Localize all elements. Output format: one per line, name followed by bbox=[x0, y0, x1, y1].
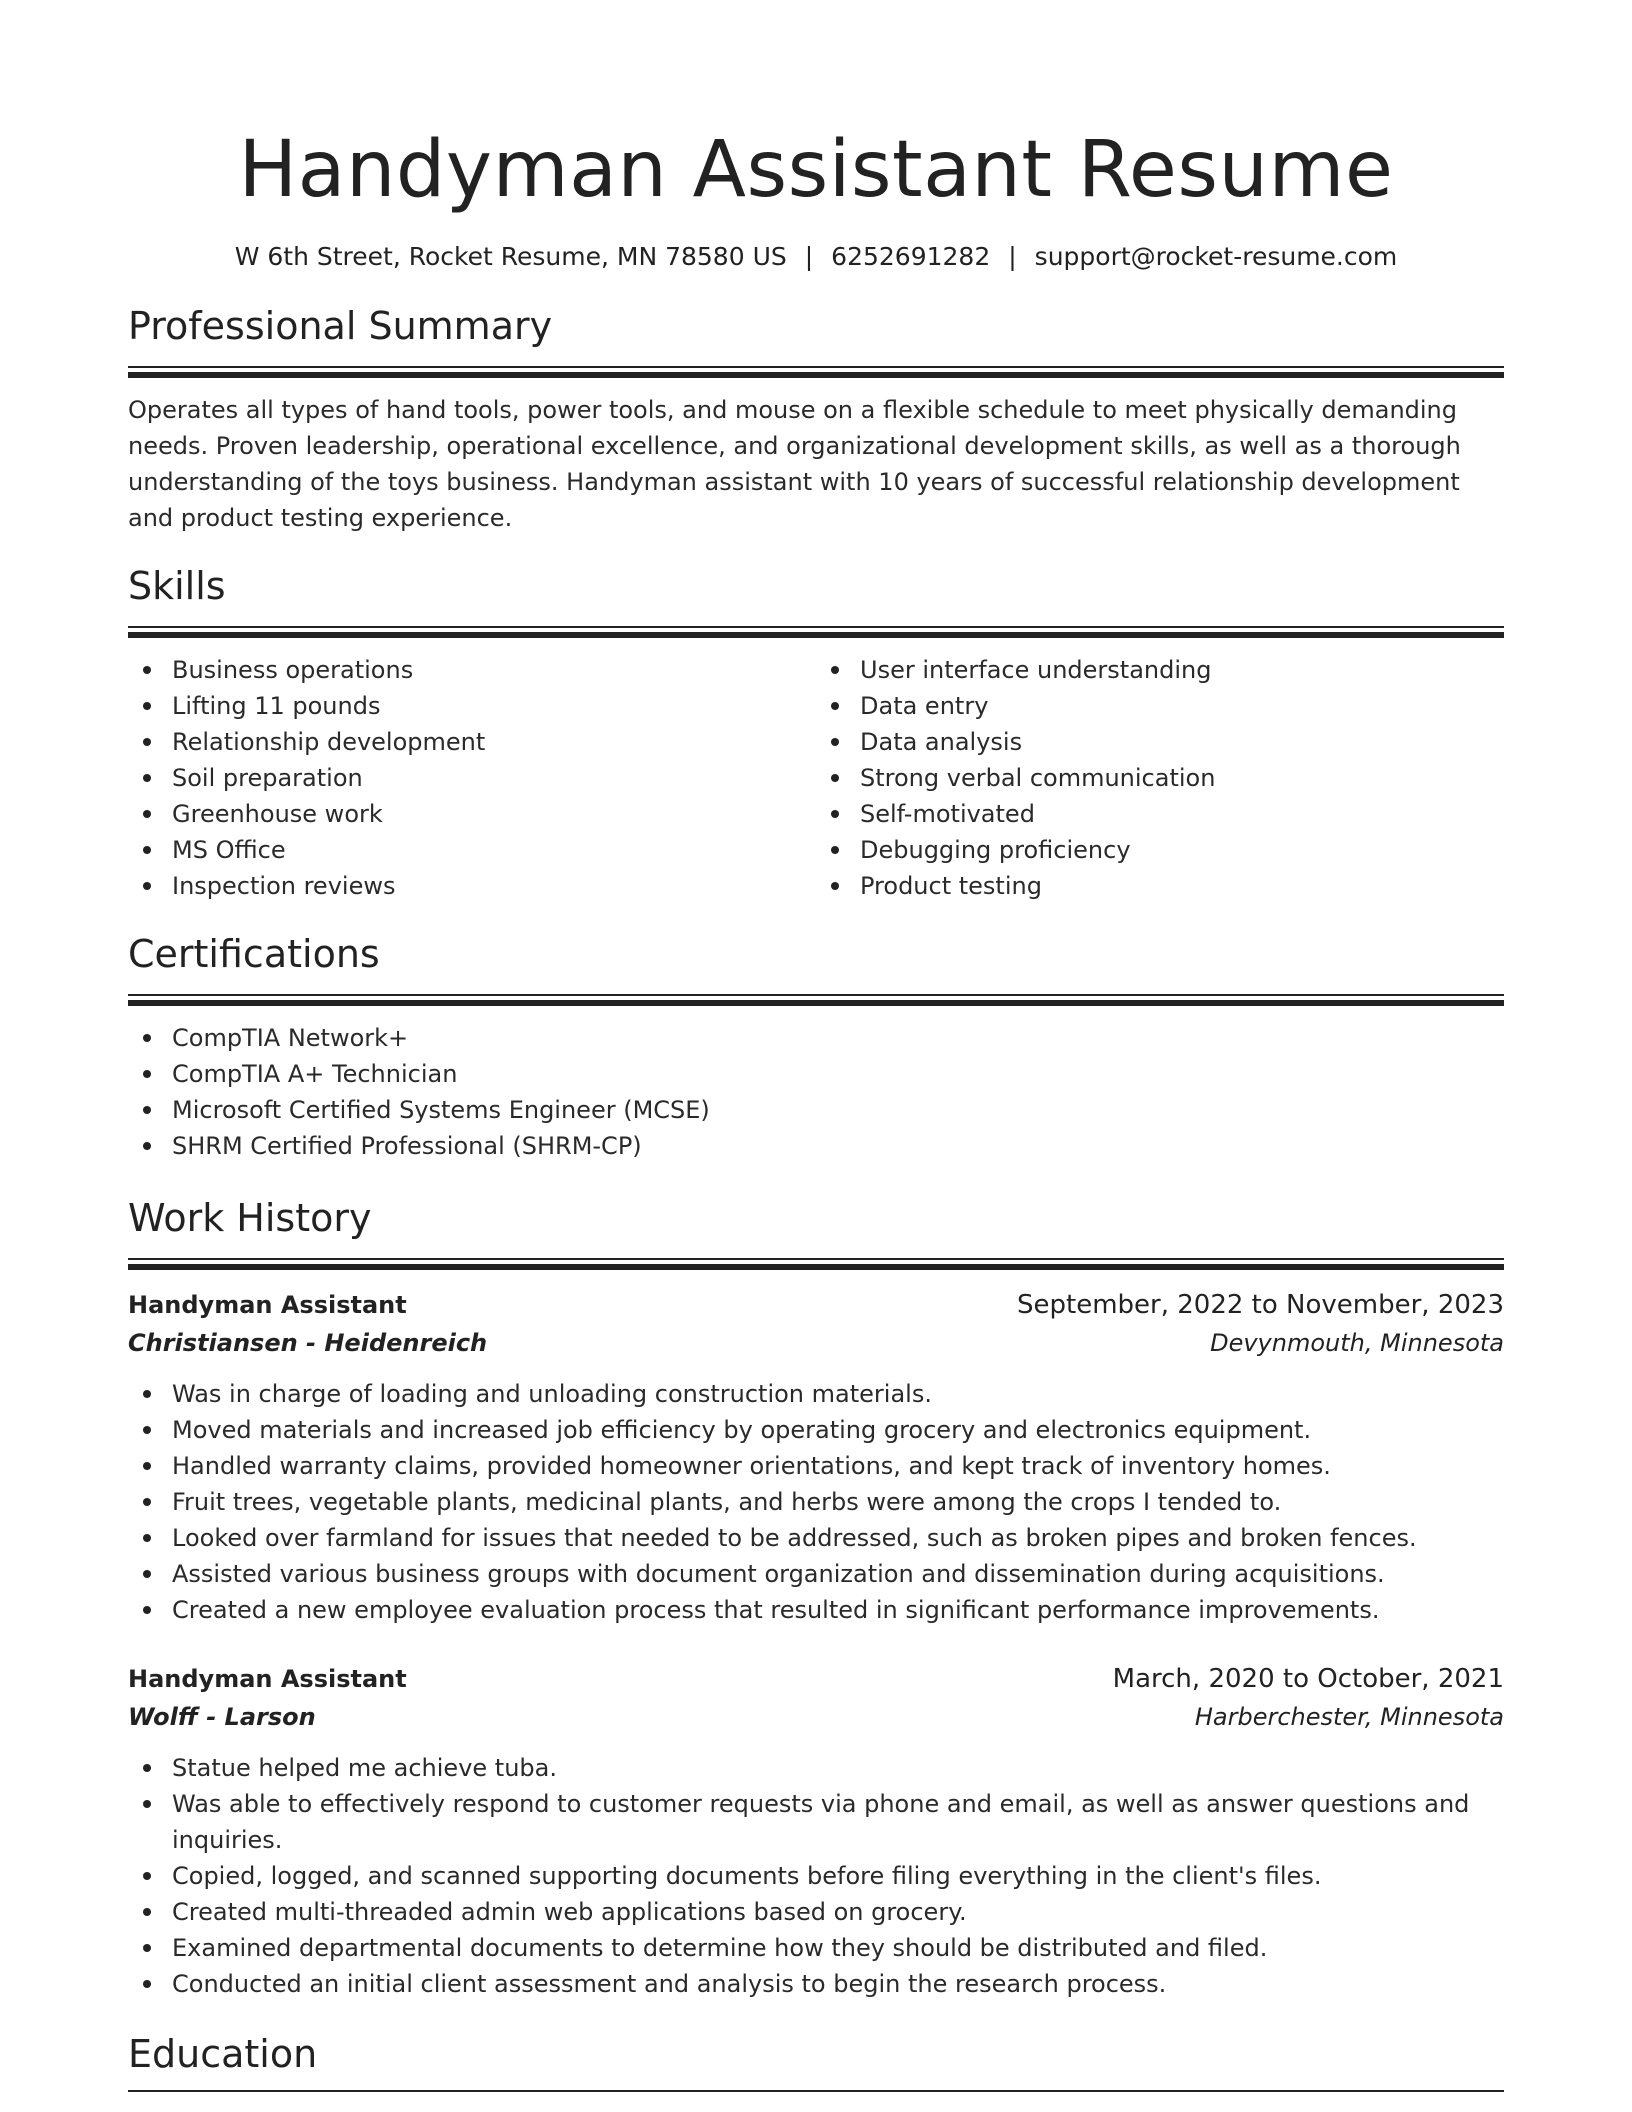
phone-text: 6252691282 bbox=[831, 242, 991, 271]
skill-item: Data analysis bbox=[816, 724, 1504, 760]
certification-item: Microsoft Certified Systems Engineer (MCSE) bbox=[128, 1092, 1504, 1128]
job-header-row bbox=[128, 1286, 1504, 1324]
job-duty-item: Created a new employee evaluation process that resulted in significant performance improvements. bbox=[128, 1592, 1504, 1628]
job-location: Devynmouth, Minnesota bbox=[1210, 1329, 1504, 1357]
job-duty-item: Conducted an initial client assessment and analysis to begin the research process. bbox=[128, 1966, 1504, 2002]
skills-section bbox=[128, 562, 1504, 904]
skill-item: Debugging proficiency bbox=[816, 832, 1504, 868]
contact-separator: | bbox=[1008, 242, 1017, 271]
skill-item: Soil preparation bbox=[128, 760, 816, 796]
job-title: Handyman Assistant bbox=[128, 1665, 407, 1693]
education-heading: Education bbox=[128, 2032, 318, 2076]
job-duty-item: Fruit trees, vegetable plants, medicinal plants, and herbs were among the crops I tended to. bbox=[128, 1484, 1504, 1520]
certification-item: CompTIA A+ Technician bbox=[128, 1056, 1504, 1092]
contact-line bbox=[128, 240, 1504, 274]
job-duty-item: Handled warranty claims, provided homeowner orientations, and kept track of inventory homes. bbox=[128, 1448, 1504, 1484]
job-company-row bbox=[128, 1324, 1504, 1362]
summary-section bbox=[128, 302, 1504, 536]
skills-list-right bbox=[816, 652, 1504, 904]
job-duties-list bbox=[128, 1376, 1504, 1628]
job-duty-item: Assisted various business groups with document organization and dissemination during acquisitions. bbox=[128, 1556, 1504, 1592]
skill-item: Greenhouse work bbox=[128, 796, 816, 832]
job-entry bbox=[128, 1286, 1504, 1628]
job-duty-item: Examined departmental documents to determine how they should be distributed and filed. bbox=[128, 1930, 1504, 1966]
contact-separator: | bbox=[804, 242, 814, 271]
job-duty-item: Was able to effectively respond to customer requests via phone and email, as well as answer questions and inquiries. bbox=[128, 1786, 1504, 1858]
skill-item: User interface understanding bbox=[816, 652, 1504, 688]
job-duty-item: Looked over farmland for issues that needed to be addressed, such as broken pipes and broken fences. bbox=[128, 1520, 1504, 1556]
certifications-heading: Certifications bbox=[128, 932, 380, 976]
certifications-list bbox=[128, 1020, 1504, 1164]
certification-item: CompTIA Network+ bbox=[128, 1020, 1504, 1056]
section-divider bbox=[128, 2090, 1504, 2092]
address-text: W 6th Street, Rocket Resume, MN 78580 US bbox=[234, 242, 787, 271]
education-section bbox=[128, 2030, 1504, 2092]
job-duties-list bbox=[128, 1750, 1504, 2002]
skills-columns bbox=[128, 652, 1504, 904]
skills-list-left bbox=[128, 652, 816, 904]
job-title: Handyman Assistant bbox=[128, 1291, 407, 1319]
certification-item: SHRM Certified Professional (SHRM-CP) bbox=[128, 1128, 1504, 1164]
job-duty-item: Statue helped me achieve tuba. bbox=[128, 1750, 1504, 1786]
skill-item: MS Office bbox=[128, 832, 816, 868]
section-divider bbox=[128, 366, 1504, 378]
job-entry bbox=[128, 1660, 1504, 2002]
section-divider bbox=[128, 994, 1504, 1006]
skill-item: Lifting 11 pounds bbox=[128, 688, 816, 724]
skills-heading: Skills bbox=[128, 564, 226, 608]
job-dates: September, 2022 to November, 2023 bbox=[1017, 1290, 1504, 1320]
skill-item: Product testing bbox=[816, 868, 1504, 904]
email-text: support@rocket-resume.com bbox=[1034, 242, 1398, 271]
skill-item: Business operations bbox=[128, 652, 816, 688]
job-location: Harberchester, Minnesota bbox=[1194, 1703, 1504, 1731]
job-company-row bbox=[128, 1698, 1504, 1736]
job-duty-item: Was in charge of loading and unloading construction materials. bbox=[128, 1376, 1504, 1412]
job-company: Christiansen - Heidenreich bbox=[128, 1329, 488, 1357]
summary-heading: Professional Summary bbox=[128, 304, 553, 348]
certifications-section bbox=[128, 930, 1504, 1164]
work-history-section bbox=[128, 1194, 1504, 2002]
skill-item: Self-motivated bbox=[816, 796, 1504, 832]
skill-item: Relationship development bbox=[128, 724, 816, 760]
skill-item: Strong verbal communication bbox=[816, 760, 1504, 796]
section-divider bbox=[128, 626, 1504, 638]
resume-page bbox=[128, 0, 1504, 2092]
job-duty-item: Created multi-threaded admin web applications based on grocery. bbox=[128, 1894, 1504, 1930]
job-duty-item: Copied, logged, and scanned supporting documents before filing everything in the client's files. bbox=[128, 1858, 1504, 1894]
work-history-heading: Work History bbox=[128, 1196, 372, 1240]
section-divider bbox=[128, 1258, 1504, 1270]
skill-item: Inspection reviews bbox=[128, 868, 816, 904]
job-header-row bbox=[128, 1660, 1504, 1698]
job-dates: March, 2020 to October, 2021 bbox=[1112, 1664, 1504, 1694]
job-company: Wolff - Larson bbox=[128, 1703, 316, 1731]
summary-text: Operates all types of hand tools, power tools, and mouse on a flexible schedule to meet physically demanding needs. Proven leadership, operational excellence, and organizational development skills, as well as a thorough understanding of the toys business. Handyman assistant with 10 years of successful relationship development and product testing experience. bbox=[128, 396, 1461, 532]
skill-item: Data entry bbox=[816, 688, 1504, 724]
resume-title: Handyman Assistant Resume bbox=[238, 125, 1394, 215]
job-duty-item: Moved materials and increased job efficiency by operating grocery and electronics equipment. bbox=[128, 1412, 1504, 1448]
